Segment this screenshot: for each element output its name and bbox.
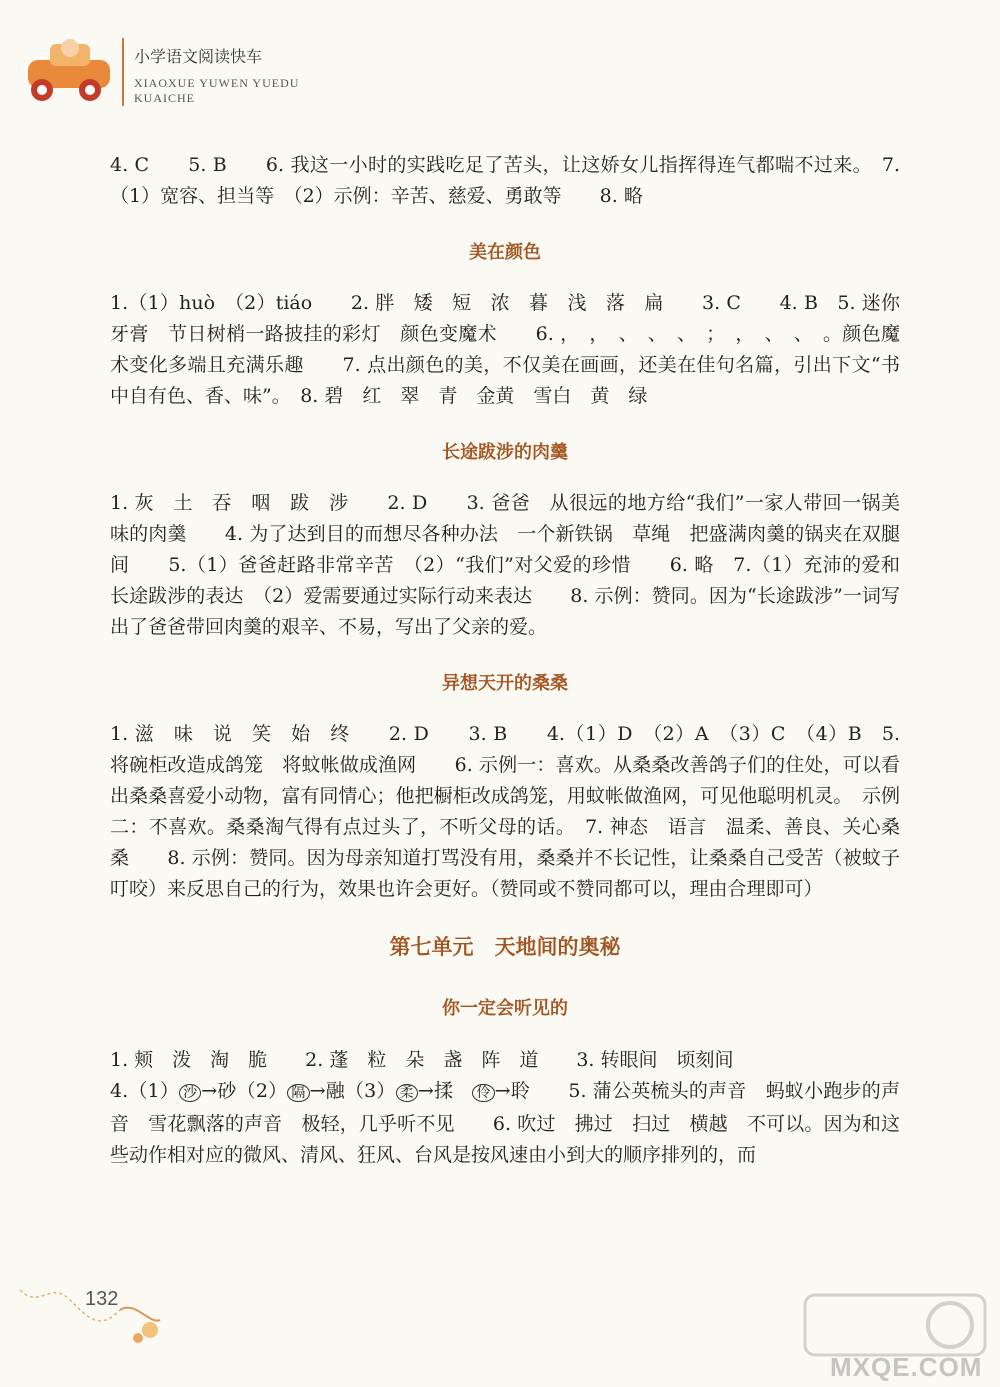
answer-char: 融 xyxy=(325,1080,345,1102)
toy-car-logo-icon xyxy=(20,30,120,110)
q5-q6-answers: 5. 蒲公英梳头的声音 蚂蚁小跑步的声音 雪花飘落的声音 极轻，几乎听不见 6. 吹过 拂过 扫过 横越 不可以。因为和这些动作相对应的微风、清风、狂风、台风是按风速由小到大的顺序排列的，而 xyxy=(110,1080,900,1166)
flower-vine-decoration-icon xyxy=(10,1270,180,1360)
book-title: 小学语文阅读快车 xyxy=(134,47,263,66)
q4-part: （2） xyxy=(236,1080,288,1102)
intro-answers: 4. C 5. B 6. 我这一小时的实践吃足了苦头，让这娇女儿指挥得连气都喘不过来。 7.（1）宽容、担当等 （2）示例：辛苦、慈爱、勇敢等 8. 略 xyxy=(110,154,900,207)
book-subtitle: XIAOXUE YUWEN YUEDU KUAICHE xyxy=(134,76,300,105)
answer-content xyxy=(110,150,900,1171)
section-title-2: 长途跋涉的肉羹 xyxy=(442,442,568,463)
unit-title: 第七单元 天地间的奥秘 xyxy=(389,934,621,959)
circled-char: 隔 xyxy=(287,1084,309,1102)
circled-char: 沙 xyxy=(179,1084,201,1102)
section-answers-4-line1: 1. 颊 泼 淘 脆 2. 蓬 粒 朵 盏 阵 道 3. 转眼间 顷刻间 xyxy=(110,1049,734,1071)
circled-char: 柔 xyxy=(396,1084,418,1102)
section-title-1: 美在颜色 xyxy=(469,242,541,263)
watermark-text: MXQE.COM xyxy=(830,1352,983,1382)
page-number: 132 xyxy=(85,1288,119,1310)
section-title-3: 异想天开的桑桑 xyxy=(442,673,568,694)
header-divider xyxy=(122,38,124,106)
book-header xyxy=(20,30,360,110)
section-answers-3: 1. 滋 味 说 笑 始 终 2. D 3. B 4.（1）D （2）A （3）C （4）B 5. 将碗柜改造成鸽笼 将蚊帐做成渔网 6. 示例一：喜欢。从桑桑改善鸽子们的住处，可以看出桑桑喜爱小动物，富有同情心；他把橱柜改成鸽笼，用蚊帐做渔网，可见他聪明机灵。 示例二：不喜欢。桑桑淘气得有点过头了，不听父母的话。 7. 神态 语言 温柔、善良、关心桑桑 8. 示例：赞同。因为母亲知道打骂没有用，桑桑并不长记性，让桑桑自己受苦（被蚊子叮咬）来反思自己的行为，效果也许会更好。（赞同或不赞同都可以，理由合理即可） xyxy=(110,723,900,900)
section-title-4: 你一定会听见的 xyxy=(442,998,568,1019)
q4-part: （3） xyxy=(344,1080,396,1102)
q4-prefix: 4.（1） xyxy=(110,1080,180,1102)
answer-char: 聆 xyxy=(510,1080,530,1102)
answer-char: 砂 xyxy=(217,1080,237,1102)
section-answers-4-rest: 4.（1） 沙 →砂（2） 隔 →融（3） 柔 →揉 伶 →聆 5. 蒲公英梳头的声音 蚂蚁小跑步的声音 雪花飘落的声音 极轻，几乎听不见 6. 吹过 拂过 扫过 横越 不可以。因为和这些动作相对应的微风、清风、狂风、台风是按风速由小到大的顺序排列的，而 xyxy=(110,1080,900,1166)
section-answers-2: 1. 灰 土 吞 咽 跋 涉 2. D 3. 爸爸 从很远的地方给“我们”一家人带回一锅美味的肉羹 4. 为了达到目的而想尽各种办法 一个新铁锅 草绳 把盛满肉羹的锅夹在双腿间 5.（1）爸爸赶路非常辛苦 （2）“我们”对父爱的珍惜 6. 略 7.（1）充沛的爱和长途跋涉的表达 （2）爱需要通过实际行动来表达 8. 示例：赞同。因为“长途跋涉”一词写出了爸爸带回肉羹的艰辛、不易，写出了父亲的爱。 xyxy=(110,492,900,638)
circled-char: 伶 xyxy=(472,1084,494,1102)
answer-char: 揉 xyxy=(433,1080,454,1102)
section-answers-1: 1.（1）huò （2）tiáo 2. 胖 矮 短 浓 暮 浅 落 扁 3. C 4. B 5. 迷你牙膏 节日树梢一路披挂的彩灯 颜色变魔术 6. ， ， 、 、 、 ； ， 、 、 。颜色魔术变化多端且充满乐趣 7. 点出颜色的美，不仅美在画画，还美在佳句名篇，引出下文“书中自有色、香、味”。 8. 碧 红 翠 青 金黄 雪白 黄 绿 xyxy=(110,292,900,407)
